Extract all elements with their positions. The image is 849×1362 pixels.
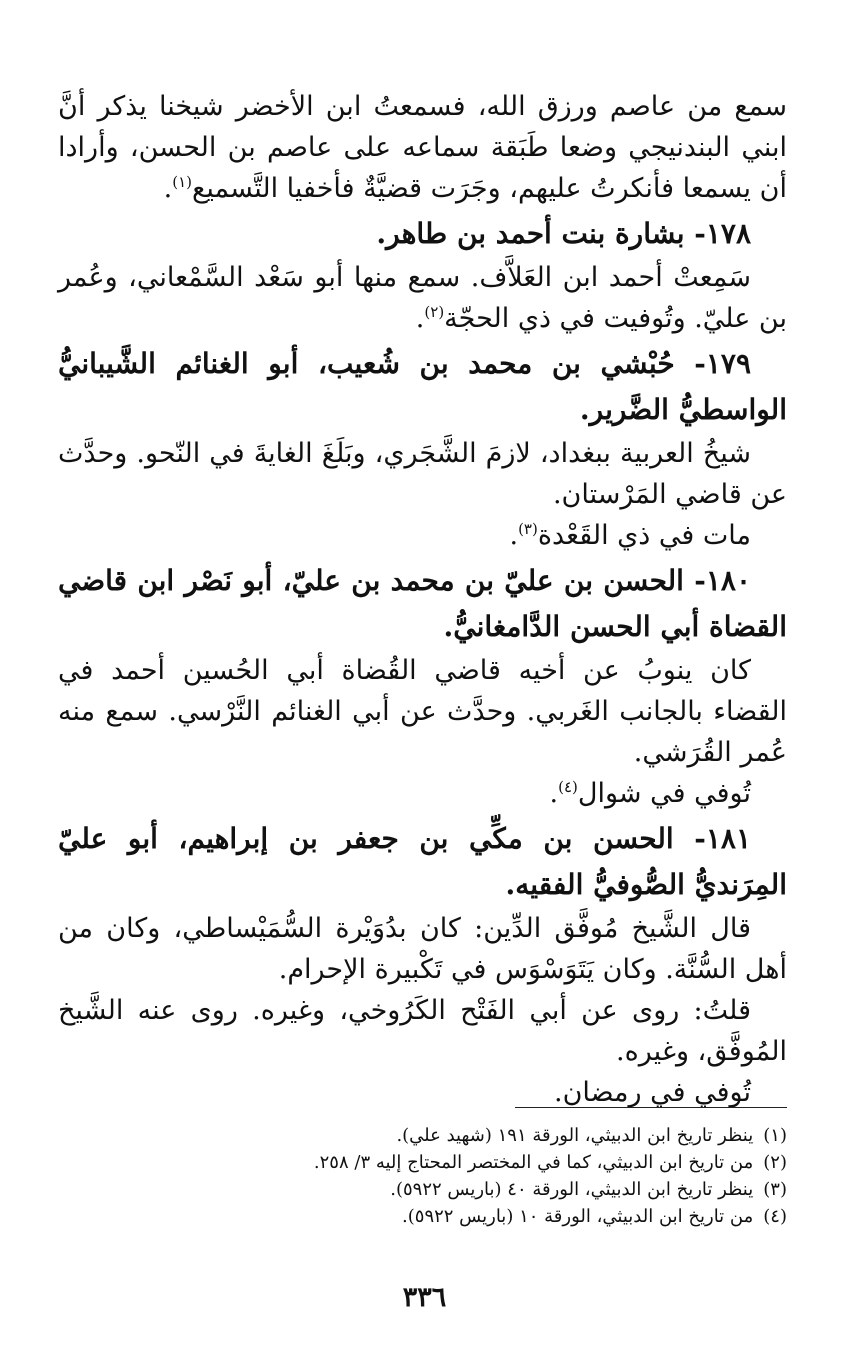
main-text (58, 86, 787, 1113)
footnote (58, 1122, 787, 1149)
paragraph: كان ينوبُ عن أخيه قاضي القُضاة أبي الحُسين أحمد في القضاء بالجانب الغَربي. وحدَّث عن أبي الغنائم النَّرْسي. سمع منه عُمر القُرَشي. (58, 655, 787, 768)
paragraph-text: تُوفي في شوال (577, 778, 751, 809)
footnote-number: (٣) (763, 1179, 787, 1200)
paragraph: تُوفي في رمضان. (553, 1077, 751, 1108)
paragraph: سمع من عاصم ورزق الله، فسمعتُ ابن الأخضر شيخنا يذكر أنَّ ابني البندنيجي وضعا طَبَقة سماعه على عاصم بن الحسن، وأرادا أن يسمعا فأنكرتُ عليهم، وجَرَت قضيَّةٌ فأخفيا التَّسميع$^{(١)}$. (58, 91, 787, 204)
paragraph-text: سمع من عاصم ورزق الله، فسمعتُ ابن الأخضر شيخنا يذكر أنَّ ابني البندنيجي وضعا طَبَقة سماعه على عاصم بن الحسن، وأرادا أن يسمعا فأنكرتُ عليهم، وجَرَت قضيَّةٌ فأخفيا التَّسميع (58, 91, 787, 204)
footnote-ref: (١) (172, 173, 192, 191)
footnote (58, 1176, 787, 1203)
paragraph: مات في ذي القَعْدة$^{(٣)}$. (509, 520, 751, 551)
footnote-text: من تاريخ ابن الدبيثي، الورقة ١٠ (باريس ٥٩٢٢). (402, 1206, 754, 1227)
paragraph: سَمِعتْ أحمد ابن العَلاَّف. سمع منها أبو سَعْد السَّمْعاني، وعُمر بن عليّ. وتُوفيت في ذي الحجّة$^{(٢)}$. (58, 262, 787, 334)
paragraph: شيخُ العربية ببغداد، لازمَ الشَّجَري، وبَلَغَ الغايةَ في النّحو. وحدَّث عن قاضي المَرْستان. (58, 438, 787, 510)
footnote-number: (٤) (763, 1206, 787, 1227)
paragraph: قال الشَّيخ مُوفَّق الدِّين: كان بدُوَيْرة السُّمَيْساطي، وكان من أهل السُّنَّة. وكان يَتَوَسْوَس في تَكْبيرة الإحرام. (58, 913, 787, 985)
footnote-text: من تاريخ ابن الدبيثي، كما في المختصر المحتاج إليه ٣/ ٢٥٨. (313, 1152, 754, 1173)
entry-heading-181: ١٨١- الحسن بن مكِّي بن جعفر بن إبراهيم، أبو عليّ المِرَنديُّ الصُّوفيُّ الفقيه. (58, 822, 787, 901)
entry-heading-178: ١٧٨- بشارة بنت أحمد بن طاهر. (376, 217, 751, 250)
entry-heading-180: ١٨٠- الحسن بن عليّ بن محمد بن عليّ، أبو نَصْر ابن قاضي القضاة أبي الحسن الدَّامغانيُّ. (58, 564, 787, 643)
entry-heading-179: ١٧٩- حُبْشي بن محمد بن شُعيب، أبو الغنائم الشَّيبانيُّ الواسطيُّ الضَّرير. (58, 347, 787, 426)
paragraph: تُوفي في شوال$^{(٤)}$. (549, 778, 751, 809)
footnote-number: (١) (763, 1125, 787, 1146)
paragraph-text: مات في ذي القَعْدة (537, 520, 751, 551)
page-number: ٣٣٦ (402, 1282, 447, 1313)
footnote-text: ينظر تاريخ ابن الدبيثي، الورقة ٤٠ (باريس ٥٩٢٢). (390, 1179, 754, 1200)
footnote-number: (٢) (763, 1152, 787, 1173)
footnotes (58, 1122, 787, 1230)
footnote-ref: (٢) (424, 303, 445, 321)
paragraph-text: سَمِعتْ أحمد ابن العَلاَّف. سمع منها أبو سَعْد السَّمْعاني، وعُمر بن عليّ. وتُوفيت في ذي الحجّة (58, 262, 787, 334)
footnote (58, 1149, 787, 1176)
footnote-divider (515, 1107, 787, 1108)
paragraph: قلتُ: روى عن أبي الفَتْح الكَرُوخي، وغيره. روى عنه الشَّيخ المُوفَّق، وغيره. (58, 995, 787, 1067)
footnote (58, 1203, 787, 1230)
footnote-text: ينظر تاريخ ابن الدبيثي، الورقة ١٩١ (شهيد علي). (396, 1125, 754, 1146)
footnote-ref: (٣) (518, 520, 538, 538)
footnote-ref: (٤) (558, 778, 578, 796)
